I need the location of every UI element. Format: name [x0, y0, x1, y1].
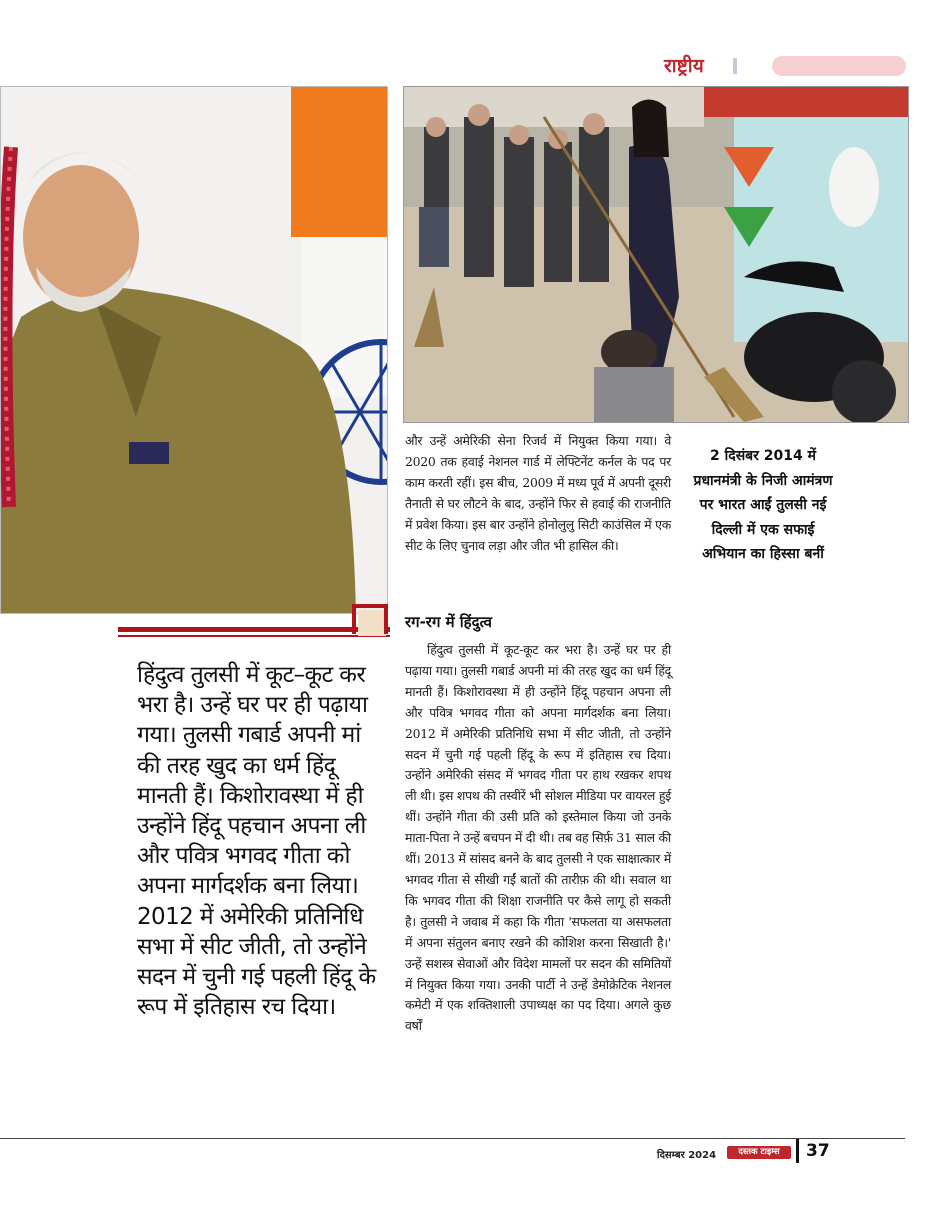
page-number: 37	[806, 1141, 830, 1161]
footer-divider	[796, 1139, 799, 1163]
article-paragraph-top: और उन्हें अमेरिकी सेना रिजर्व में नियुक्त किया गया। वे 2020 तक हवाई नेशनल गार्ड में लेफ्टिनेंट कर्नल के पद पर काम करती रहीं। इस बीच, 2009 में मध्य पूर्व में अपनी दूसरी तैनाती से घर लौटने के बाद, उन्होंने फिर से हवाई की राजनीति में प्रवेश किया। इस बार उन्होंने होनोलुलु सिटी काउंसिल में एक सीट के लिए चुनाव लड़ा और जीत भी हासिल की।	[405, 433, 671, 553]
accent-rule-thin	[118, 635, 390, 637]
photo-caption: 2 दिसंबर 2014 में प्रधानमंत्री के निजी आमंत्रण पर भारत आईं तुलसी नई दिल्ली में एक सफाई अभियान का हिस्सा बनीं	[693, 448, 833, 562]
header-pill-decoration	[772, 56, 906, 76]
photo-man-with-flag	[0, 86, 388, 614]
accent-corner-frame	[352, 604, 388, 634]
article-subheading: रग-रग में हिंदुत्व	[405, 613, 492, 631]
pull-quote: हिंदुत्व तुलसी में कूट–कूट कर भरा है। उन्हें घर पर ही पढ़ाया गया। तुलसी गबार्ड अपनी मां की तरह खुद का धर्म हिंदू मानती हैं। किशोरावस्था में ही उन्होंने हिंदू पहचान अपना ली और पवित्र भगवद गीता को अपना मार्गदर्शक बना लिया। 2012 में अमेरिकी प्रतिनिधि सभा में सीट जीती, तो उन्होंने सदन में चुनी गई पहली हिंदू के रूप में इतिहास रच दिया।	[137, 662, 376, 1021]
accent-rule-thick	[118, 627, 390, 632]
footer-rule	[0, 1138, 905, 1139]
section-label: राष्ट्रीय	[664, 55, 704, 77]
photo-cleanliness-drive	[403, 86, 909, 423]
article-paragraph-main: हिंदुत्व तुलसी में कूट-कूट कर भरा है। उन्हें घर पर ही पढ़ाया गया। तुलसी गबार्ड अपनी मां की तरह खुद का धर्म हिंदू मानती हैं। किशोरावस्था में ही उन्होंने हिंदू पहचान अपना ली और पवित्र भगवद गीता को अपना मार्गदर्शक बना लिया। 2012 में अमेरिकी प्रतिनिधि सभा में सीट जीती, तो उन्होंने सदन में चुनी गई पहली हिंदू के रूप में इतिहास रच दिया। उन्होंने अमेरिकी संसद में भगवद गीता पर हाथ रखकर शपथ ली थी। इस शपथ की तस्वीरें भी सोशल मीडिया पर वायरल हुई थीं। उन्होंने गीता की उसी प्रति को इस्तेमाल किया जो उनके माता-पिता ने उन्हें बचपन में दी थी। तब वह सिर्फ़ 31 साल की थीं। 2013 में सांसद बनने के बाद तुलसी ने एक साक्षात्कार में भगवद गीता से सीखी गईं बातों की तारीफ़ की थी। सवाल था कि भगवद गीता की शिक्षा राजनीति पर कैसे लागू हो सकती है। तुलसी ने जवाब में कहा कि गीता 'सफलता या असफलता में अपना संतुलन बनाए रखने की कोशिश करना सिखाती है।' उन्हें सशस्त्र सेवाओं और विदेश मामलों पर सदन की समितियों में नियुक्त किया गया। उनकी पार्टी ने उन्हें डेमोक्रेटिक नेशनल कमेटी में एक शक्तिशाली उपाध्यक्ष का पद दिया। अगले कुछ वर्षों	[405, 642, 671, 1034]
header-divider	[733, 58, 737, 74]
magazine-logo: दस्तक टाइम्स	[727, 1146, 791, 1159]
footer-date: दिसम्बर 2024	[657, 1150, 717, 1161]
